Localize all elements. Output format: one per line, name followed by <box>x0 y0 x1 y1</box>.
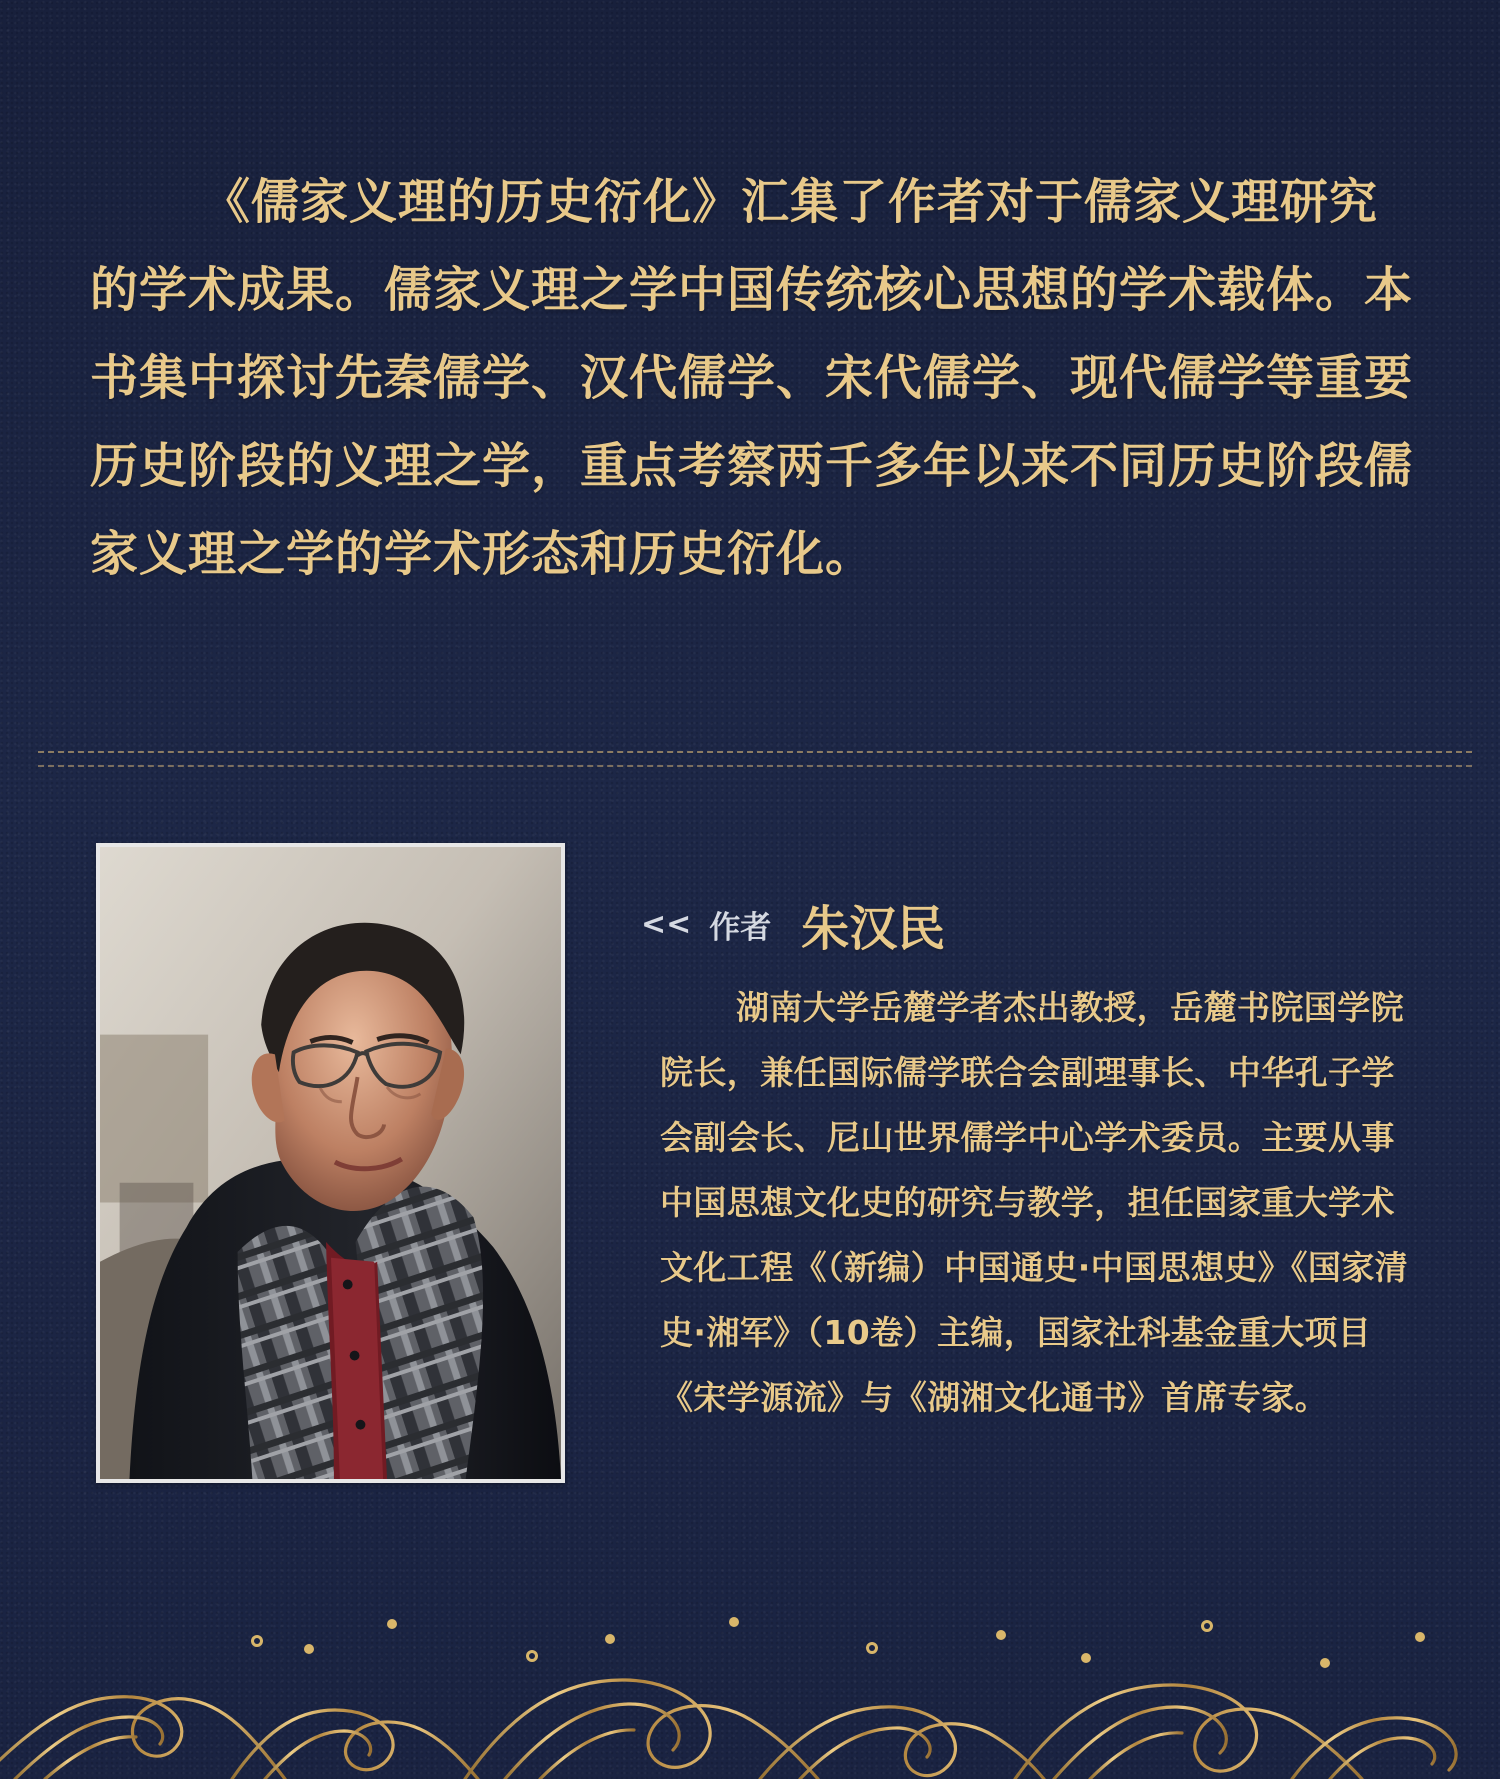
author-biography: 湖南大学岳麓学者杰出教授，岳麓书院国学院院长，兼任国际儒学联合会副理事长、中华孔子学会副会长、尼山世界儒学中心学术委员。主要从事中国思想文化史的研究与教学，担任国家重大学术文化工程《（新编）中国通史·中国思想史》《国家清史·湘军》（10卷）主编，国家社科基金重大项目《宋学源流》与《湖湘文化通书》首席专家。 <box>660 988 1409 1417</box>
author-photo <box>96 843 565 1483</box>
author-name: 朱汉民 <box>801 900 946 957</box>
dashed-separator <box>38 751 1472 767</box>
author-heading <box>641 894 946 957</box>
gold-wave-ornament-icon <box>0 1599 1500 1779</box>
author-label: 作者 <box>709 909 772 946</box>
book-introduction: 《儒家义理的历史衍化》汇集了作者对于儒家义理研究的学术成果。儒家义理之学中国传统核心思想的学术载体。本书集中探讨先秦儒学、汉代儒学、宋代儒学、现代儒学等重要历史阶段的义理之学，重点考察两千多年以来不同历史阶段儒家义理之学的学术形态和历史衍化。 <box>90 174 1414 582</box>
heading-arrow-icon: << <box>641 906 692 942</box>
